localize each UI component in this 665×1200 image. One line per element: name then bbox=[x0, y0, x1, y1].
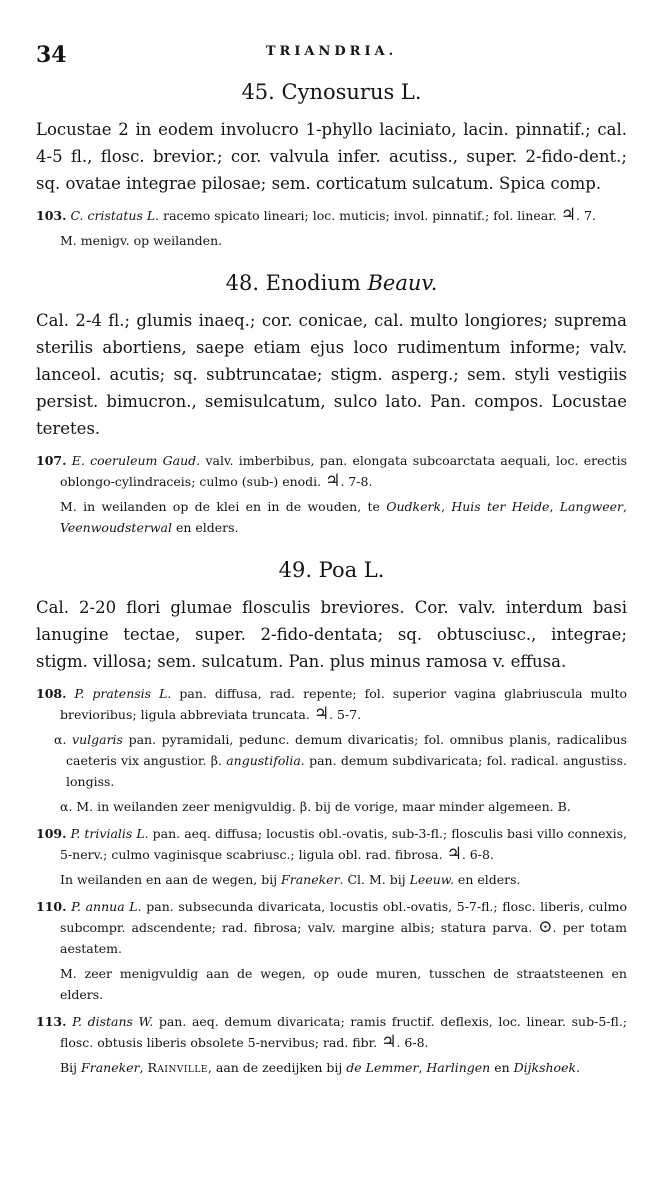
genus-heading-name: 48. Enodium bbox=[225, 271, 361, 295]
variety-text: pan. pyramidali, pedunc. demum divaricatis; fol. omnibus planis, radicalibus caeteris vix angustior. bbox=[66, 732, 627, 768]
species-occurrence bbox=[36, 496, 627, 538]
species-occurrence: M. zeer menigvuldig aan de wegen, op oude muren, tusschen de straatsteenen en elders. bbox=[60, 966, 627, 1002]
genus-heading-enodium bbox=[36, 271, 627, 295]
species-number: 109. bbox=[36, 826, 67, 841]
perennial-symbol-icon: ♃ bbox=[446, 844, 462, 864]
separator: , bbox=[139, 1060, 148, 1075]
species-text: pan. diffusa, rad. repente; fol. superior vagina glabriuscula multo brevioribus; ligula abbreviata truncata. bbox=[60, 686, 628, 722]
species-entry bbox=[36, 823, 627, 865]
genus-description-poa: Cal. 2-20 flori glumae flosculis breviores. Cor. valv. interdum basi lanugine tectae, super. 2-fido-dentata; sq. obtusciusc., integrae; stigm. villosa; sem. sulcatum. Pan. plus minus ramosa v. effusa. bbox=[36, 598, 627, 671]
place-name: Dijkshoek bbox=[513, 1060, 577, 1075]
place-name: Langweer bbox=[559, 499, 624, 514]
variety-text: pan. demum subdivaricata; fol. radical. angustiss. longiss. bbox=[66, 753, 627, 789]
variety-label: β. bbox=[210, 753, 222, 768]
flowering-month: . 7-8. bbox=[340, 474, 373, 489]
perennial-symbol-icon: ♃ bbox=[325, 471, 341, 491]
species-name: P. trivialis L. bbox=[70, 826, 149, 841]
occurrence-text: Bij bbox=[60, 1060, 82, 1075]
annual-symbol-icon: ⊙ bbox=[538, 917, 553, 937]
species-text: pan. aeq. demum divaricata; ramis fructif. deflexis, loc. linear. sub-5-fl.; flosc. obtusis liberis obsolete 5-nervibus; rad. fibr. bbox=[60, 1014, 628, 1050]
place-name: Oudkerk bbox=[386, 499, 442, 514]
species-occurrence bbox=[36, 1057, 627, 1078]
species-entry bbox=[36, 205, 627, 226]
flowering-period: . per totam aestatem. bbox=[60, 920, 627, 956]
flowering-month: . 6-8. bbox=[396, 1035, 429, 1050]
occurrence-text: , aan de zeedijken bij bbox=[207, 1060, 347, 1075]
species-occurrence: α. M. in weilanden zeer menigvuldig. β. bij de vorige, maar minder algemeen. B. bbox=[60, 799, 571, 814]
place-name: Harlingen bbox=[426, 1060, 491, 1075]
occurrence-text: In weilanden en aan de wegen, bij bbox=[60, 872, 282, 887]
place-name: Huis ter Heide bbox=[451, 499, 550, 514]
species-number: 103. bbox=[36, 208, 67, 223]
species-entry bbox=[36, 1011, 627, 1053]
occurrence-text: M. in weilanden op de klei en in de wouden, te bbox=[60, 499, 387, 514]
separator: , bbox=[441, 499, 452, 514]
genus-description-enodium: Cal. 2-4 fl.; glumis inaeq.; cor. conicae, cal. multo longiores; suprema sterilis abortiens, saepe etiam ejus loco rudimentum informe; valv. lanceol. acutis; sq. subtruncatae; stigm. asperg.; sem. styli vestigiis persist. bimucron., semisulcatum, sulco lato. Pan. compos. Locustae teretes. bbox=[36, 311, 627, 438]
occurrence-end: . bbox=[576, 1060, 581, 1075]
species-occurrence: M. menigv. op weilanden. bbox=[60, 233, 223, 248]
place-name: de Lemmer bbox=[346, 1060, 419, 1075]
species-number: 110. bbox=[36, 899, 67, 914]
perennial-symbol-icon: ♃ bbox=[560, 205, 577, 225]
species-text: pan. aeq. diffusa; locustis obl.-ovatis, sub-3-fl.; flosculis basi villo connexis, 5-nerv.; culmo vaginisque scabriusc.; ligula obl. rad. fibrosa. bbox=[60, 826, 627, 862]
variety-label: α. bbox=[54, 732, 67, 747]
running-head bbox=[36, 30, 627, 68]
separator: , bbox=[549, 499, 560, 514]
species-name: E. coeruleum Gaud. bbox=[71, 453, 201, 468]
occurrence-end: en elders. bbox=[453, 872, 521, 887]
species-entry bbox=[36, 683, 627, 725]
collector-name: Rainville bbox=[147, 1060, 208, 1075]
species-text: pan. subsecunda divaricata, locustis obl.-ovatis, 5-7-fl.; flosc. liberis, culmo subcompr. adscendente; rad. fibrosa; valv. margine albis; statura parva. bbox=[60, 899, 627, 935]
species-number: 107. bbox=[36, 453, 67, 468]
running-title: TRIANDRIA. bbox=[265, 44, 398, 59]
species-number: 113. bbox=[36, 1014, 67, 1029]
occurrence-text: . Cl. M. bij bbox=[339, 872, 410, 887]
genus-heading-poa bbox=[36, 558, 627, 582]
separator: , bbox=[418, 1060, 427, 1075]
place-name: Veenwoudsterwal bbox=[60, 520, 172, 535]
genus-heading-name: 49. Poa L. bbox=[278, 558, 385, 582]
genus-heading-author: Beauv. bbox=[367, 271, 438, 295]
separator: , bbox=[623, 499, 628, 514]
species-number: 108. bbox=[36, 686, 67, 701]
species-name: P. annua L. bbox=[71, 899, 142, 914]
genus-heading-cynosurus bbox=[36, 80, 627, 104]
place-name: Franeker bbox=[81, 1060, 140, 1075]
flowering-month: . 7. bbox=[576, 208, 596, 223]
species-entry bbox=[36, 896, 627, 959]
species-name: P. pratensis L. bbox=[74, 686, 172, 701]
variety-name: angustifolia. bbox=[226, 753, 305, 768]
species-name: C. cristatus L. bbox=[70, 208, 160, 223]
species-name: P. distans W. bbox=[72, 1014, 154, 1029]
place-name: Leeuw. bbox=[409, 872, 454, 887]
variety-entry bbox=[36, 729, 627, 792]
flowering-month: . 6-8. bbox=[461, 847, 494, 862]
flowering-month: . 5-7. bbox=[329, 707, 362, 722]
species-text: racemo spicato lineari; loc. muticis; invol. pinnatif.; fol. linear. bbox=[163, 208, 557, 223]
perennial-symbol-icon: ♃ bbox=[381, 1032, 397, 1052]
species-occurrence bbox=[36, 869, 627, 890]
genus-heading-name: 45. Cynosurus L. bbox=[241, 80, 422, 104]
separator: en bbox=[490, 1060, 514, 1075]
genus-description-cynosurus: Locustae 2 in eodem involucro 1-phyllo laciniato, lacin. pinnatif.; cal. 4-5 fl., flosc. brevior.; cor. valvula infer. acutiss., super. 2-fido-dent.; sq. ovatae integrae pilosae; sem. corticatum sulcatum. Spica comp. bbox=[36, 120, 627, 193]
perennial-symbol-icon: ♃ bbox=[313, 704, 330, 724]
place-name: Franeker bbox=[281, 872, 340, 887]
occurrence-end: en elders. bbox=[171, 520, 239, 535]
page-number: 34 bbox=[36, 42, 67, 68]
species-text: valv. imberbibus, pan. elongata subcoarctata aequali, loc. erectis oblongo-cylindraceis; culmo (sub-) enodi. bbox=[60, 453, 627, 489]
species-entry bbox=[36, 450, 627, 492]
variety-name: vulgaris bbox=[72, 732, 123, 747]
